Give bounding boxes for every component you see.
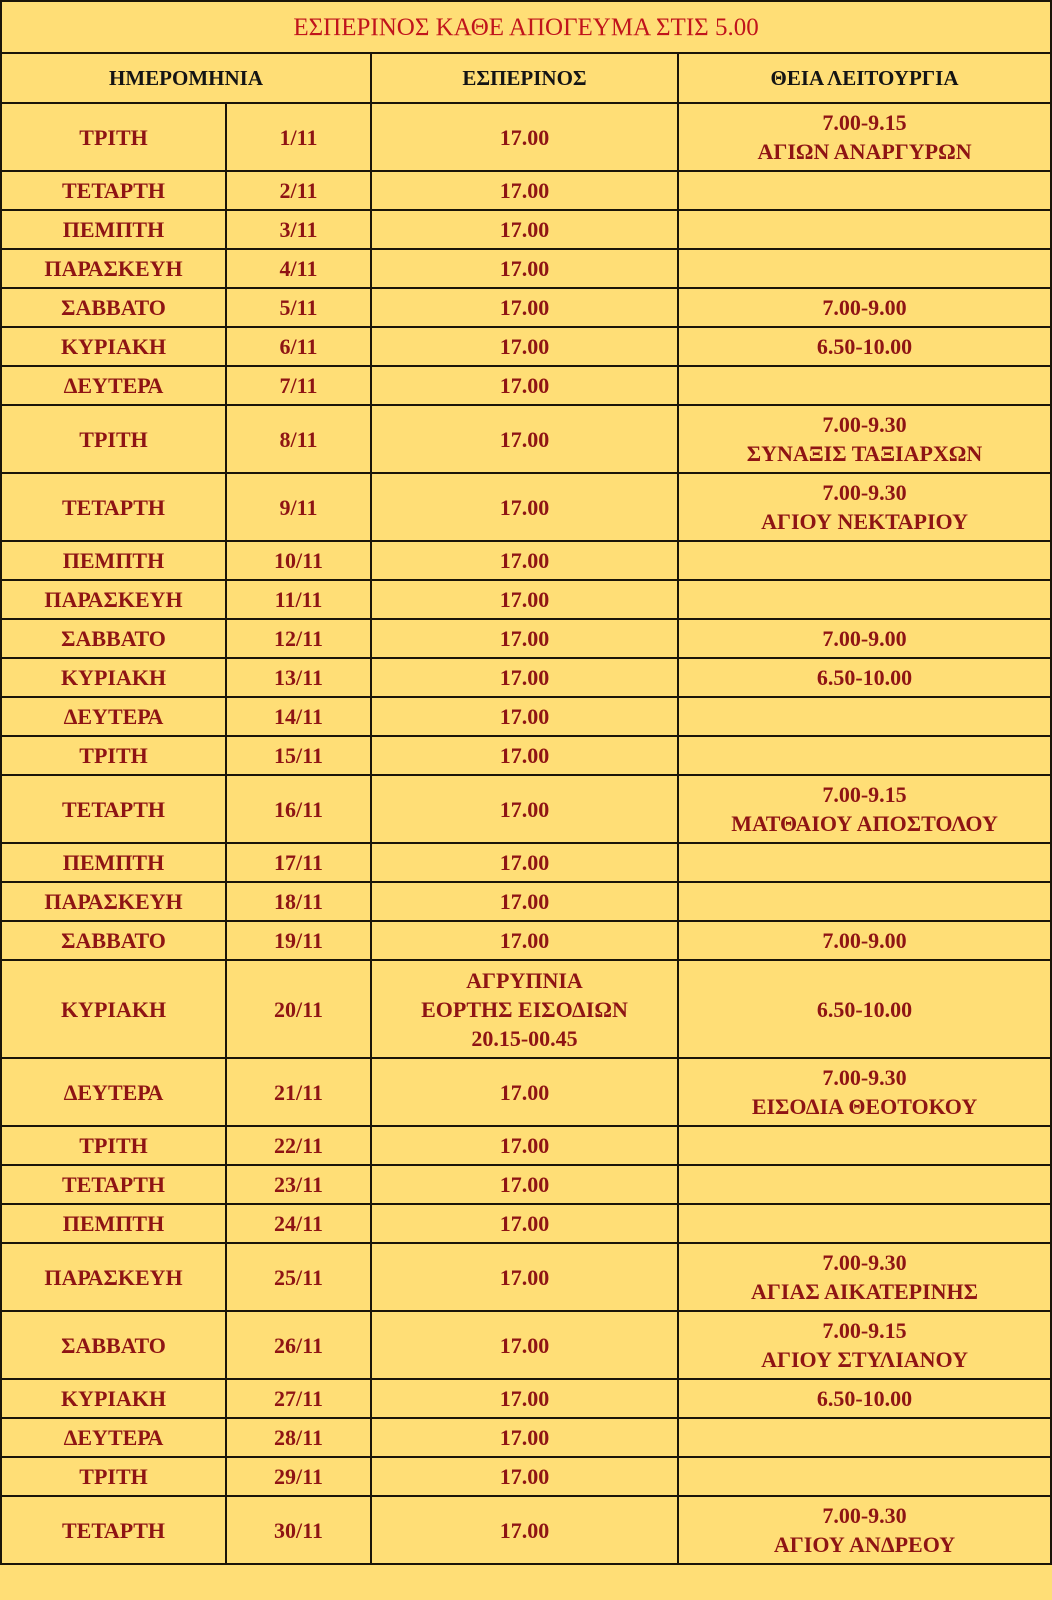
vespers-cell: [371, 249, 678, 288]
day-cell: ΠΑΡΑΣΚΕΥΗ: [1, 580, 226, 619]
liturgy-line: 6.50-10.00: [816, 665, 913, 690]
day-cell: ΤΕΤΑΡΤΗ: [1, 473, 226, 541]
date-cell: 12/11: [226, 619, 371, 658]
date-cell: 23/11: [226, 1165, 371, 1204]
liturgy-line: 7.00-9.15: [822, 110, 907, 135]
liturgy-line: 7.00-9.30: [822, 1503, 907, 1528]
table-row: [1, 619, 1051, 658]
day-cell: ΠΕΜΠΤΗ: [1, 1204, 226, 1243]
vespers-line: 17.00: [499, 1464, 550, 1489]
vespers-cell: [371, 1165, 678, 1204]
table-row: [1, 541, 1051, 580]
liturgy-cell: [678, 405, 1051, 473]
vespers-line: 17.00: [499, 704, 550, 729]
liturgy-line: ΑΓΙΟΥ ΑΝΔΡΕΟΥ: [773, 1532, 956, 1557]
table-row: [1, 1311, 1051, 1379]
date-cell: 7/11: [226, 366, 371, 405]
header-vespers: ΕΣΠΕΡΙΝΟΣ: [371, 53, 678, 103]
vespers-cell: [371, 658, 678, 697]
date-cell: 1/11: [226, 103, 371, 171]
liturgy-cell: [678, 1126, 1051, 1165]
date-cell: 5/11: [226, 288, 371, 327]
vespers-cell: [371, 921, 678, 960]
day-cell: ΤΕΤΑΡΤΗ: [1, 1165, 226, 1204]
table-row: [1, 1058, 1051, 1126]
table-row: [1, 775, 1051, 843]
liturgy-cell: [678, 473, 1051, 541]
liturgy-line: 7.00-9.15: [822, 782, 907, 807]
day-cell: ΚΥΡΙΑΚΗ: [1, 658, 226, 697]
vespers-line: 17.00: [499, 1517, 550, 1543]
date-cell: 2/11: [226, 171, 371, 210]
vespers-line: ΑΓΡΥΠΝΙΑ: [466, 967, 583, 993]
table-row: [1, 843, 1051, 882]
date-cell: 13/11: [226, 658, 371, 697]
table-row: [1, 736, 1051, 775]
day-cell: ΤΡΙΤΗ: [1, 1126, 226, 1165]
vespers-line: 17.00: [499, 1332, 550, 1358]
vespers-cell: [371, 1457, 678, 1496]
vespers-cell: [371, 580, 678, 619]
header-liturgy: ΘΕΙΑ ΛΕΙΤΟΥΡΓΙΑ: [678, 53, 1051, 103]
date-cell: 10/11: [226, 541, 371, 580]
vespers-line: 17.00: [499, 217, 550, 242]
liturgy-line: 7.00-9.30: [822, 1250, 907, 1275]
liturgy-line: 7.00-9.15: [822, 1318, 907, 1343]
liturgy-cell: [678, 960, 1051, 1058]
liturgy-line: 7.00-9.00: [822, 295, 907, 320]
vespers-line: 17.00: [499, 889, 550, 914]
table-row: [1, 366, 1051, 405]
table-row: [1, 1379, 1051, 1418]
date-cell: 16/11: [226, 775, 371, 843]
liturgy-line: 7.00-9.00: [822, 928, 907, 953]
vespers-line: 17.00: [499, 334, 550, 359]
liturgy-cell: [678, 1496, 1051, 1564]
vespers-cell: [371, 1496, 678, 1564]
vespers-line: 17.00: [499, 373, 550, 398]
table-row: [1, 1204, 1051, 1243]
date-cell: 8/11: [226, 405, 371, 473]
liturgy-cell: [678, 1058, 1051, 1126]
vespers-cell: [371, 1204, 678, 1243]
vespers-cell: [371, 775, 678, 843]
date-cell: 11/11: [226, 580, 371, 619]
vespers-line: 17.00: [499, 1211, 550, 1236]
vespers-line: 17.00: [499, 1386, 550, 1411]
vespers-cell: [371, 882, 678, 921]
date-cell: 26/11: [226, 1311, 371, 1379]
table-row: [1, 1496, 1051, 1564]
day-cell: ΣΑΒΒΑΤΟ: [1, 288, 226, 327]
vespers-line: 17.00: [499, 928, 550, 953]
vespers-cell: [371, 1126, 678, 1165]
liturgy-cell: [678, 775, 1051, 843]
table-row: [1, 658, 1051, 697]
table-row: [1, 249, 1051, 288]
table-row: [1, 327, 1051, 366]
vespers-cell: [371, 1379, 678, 1418]
day-cell: ΚΥΡΙΑΚΗ: [1, 327, 226, 366]
vespers-cell: [371, 736, 678, 775]
vespers-line: 17.00: [499, 850, 550, 875]
date-cell: 24/11: [226, 1204, 371, 1243]
day-cell: ΔΕΥΤΕΡΑ: [1, 366, 226, 405]
date-cell: 9/11: [226, 473, 371, 541]
liturgy-line: 7.00-9.00: [822, 626, 907, 651]
vespers-line: 20.15-00.45: [471, 1025, 578, 1051]
table-row: [1, 1165, 1051, 1204]
date-cell: 4/11: [226, 249, 371, 288]
liturgy-line: 6.50-10.00: [816, 996, 913, 1022]
vespers-cell: [371, 366, 678, 405]
day-cell: ΔΕΥΤΕΡΑ: [1, 1418, 226, 1457]
vespers-cell: [371, 103, 678, 171]
liturgy-cell: [678, 1243, 1051, 1311]
day-cell: ΣΑΒΒΑΤΟ: [1, 921, 226, 960]
day-cell: ΤΕΤΑΡΤΗ: [1, 1496, 226, 1564]
day-cell: ΤΕΤΑΡΤΗ: [1, 171, 226, 210]
liturgy-cell: [678, 619, 1051, 658]
vespers-line: 17.00: [499, 124, 550, 150]
liturgy-line: ΜΑΤΘΑΙΟΥ ΑΠΟΣΤΟΛΟΥ: [731, 811, 998, 836]
vespers-cell: [371, 210, 678, 249]
table-row: [1, 1243, 1051, 1311]
liturgy-cell: [678, 882, 1051, 921]
liturgy-line: 7.00-9.30: [822, 412, 907, 437]
vespers-cell: [371, 1311, 678, 1379]
vespers-cell: [371, 1058, 678, 1126]
liturgy-line: ΕΙΣΟΔΙΑ ΘΕΟΤΟΚΟΥ: [751, 1094, 978, 1119]
liturgy-cell: [678, 1165, 1051, 1204]
date-cell: 25/11: [226, 1243, 371, 1311]
date-cell: 6/11: [226, 327, 371, 366]
vespers-cell: [371, 1243, 678, 1311]
liturgy-line: ΣΥΝΑΞΙΣ ΤΑΞΙΑΡΧΩΝ: [746, 441, 983, 466]
liturgy-cell: [678, 843, 1051, 882]
day-cell: ΚΥΡΙΑΚΗ: [1, 960, 226, 1058]
date-cell: 28/11: [226, 1418, 371, 1457]
date-cell: 22/11: [226, 1126, 371, 1165]
date-cell: 18/11: [226, 882, 371, 921]
table-row: [1, 697, 1051, 736]
liturgy-cell: [678, 921, 1051, 960]
table-row: [1, 103, 1051, 171]
liturgy-cell: [678, 697, 1051, 736]
vespers-line: 17.00: [499, 178, 550, 203]
vespers-line: 17.00: [499, 256, 550, 281]
vespers-line: 17.00: [499, 548, 550, 573]
vespers-line: 17.00: [499, 796, 550, 822]
vespers-cell: [371, 619, 678, 658]
liturgy-line: ΑΓΙΟΥ ΣΤΥΛΙΑΝΟΥ: [761, 1347, 968, 1372]
table-row: [1, 405, 1051, 473]
liturgy-line: 6.50-10.00: [816, 1386, 913, 1411]
table-row: [1, 1418, 1051, 1457]
date-cell: 14/11: [226, 697, 371, 736]
vespers-line: ΕΟΡΤΗΣ ΕΙΣΟΔΙΩΝ: [421, 996, 628, 1022]
vespers-line: 17.00: [499, 426, 550, 452]
date-cell: 17/11: [226, 843, 371, 882]
day-cell: ΤΕΤΑΡΤΗ: [1, 775, 226, 843]
vespers-line: 17.00: [499, 494, 550, 520]
day-cell: ΠΕΜΠΤΗ: [1, 541, 226, 580]
vespers-cell: [371, 171, 678, 210]
table-row: [1, 288, 1051, 327]
liturgy-cell: [678, 1418, 1051, 1457]
date-cell: 30/11: [226, 1496, 371, 1564]
table-row: [1, 580, 1051, 619]
vespers-cell: [371, 1418, 678, 1457]
vespers-cell: [371, 843, 678, 882]
liturgy-cell: [678, 327, 1051, 366]
table-row: [1, 960, 1051, 1058]
liturgy-cell: [678, 580, 1051, 619]
vespers-line: 17.00: [499, 587, 550, 612]
liturgy-cell: [678, 103, 1051, 171]
schedule-body: [1, 103, 1051, 1564]
liturgy-line: ΑΓΙΟΥ ΝΕΚΤΑΡΙΟΥ: [761, 509, 968, 534]
liturgy-cell: [678, 366, 1051, 405]
table-row: [1, 921, 1051, 960]
day-cell: ΤΡΙΤΗ: [1, 405, 226, 473]
table-row: [1, 210, 1051, 249]
date-cell: 27/11: [226, 1379, 371, 1418]
liturgy-cell: [678, 249, 1051, 288]
date-cell: 15/11: [226, 736, 371, 775]
table-row: [1, 1126, 1051, 1165]
vespers-line: 17.00: [499, 1264, 550, 1290]
day-cell: ΠΑΡΑΣΚΕΥΗ: [1, 882, 226, 921]
header-date: ΗΜΕΡΟΜΗΝΙΑ: [1, 53, 371, 103]
date-cell: 21/11: [226, 1058, 371, 1126]
liturgy-line: 6.50-10.00: [816, 334, 913, 359]
liturgy-cell: [678, 1379, 1051, 1418]
vespers-cell: [371, 697, 678, 736]
vespers-cell: [371, 288, 678, 327]
vespers-line: 17.00: [499, 1133, 550, 1158]
day-cell: ΠΕΜΠΤΗ: [1, 210, 226, 249]
table-row: [1, 473, 1051, 541]
table-row: [1, 882, 1051, 921]
liturgy-line: ΑΓΙΑΣ ΑΙΚΑΤΕΡΙΝΗΣ: [751, 1279, 979, 1304]
day-cell: ΣΑΒΒΑΤΟ: [1, 619, 226, 658]
vespers-line: 17.00: [499, 1425, 550, 1450]
liturgy-line: 7.00-9.30: [822, 1065, 907, 1090]
vespers-cell: [371, 541, 678, 580]
day-cell: ΤΡΙΤΗ: [1, 1457, 226, 1496]
vespers-line: 17.00: [499, 1079, 550, 1105]
vespers-cell: [371, 473, 678, 541]
day-cell: ΔΕΥΤΕΡΑ: [1, 1058, 226, 1126]
vespers-line: 17.00: [499, 626, 550, 651]
vespers-line: 17.00: [499, 295, 550, 320]
liturgy-cell: [678, 288, 1051, 327]
day-cell: ΠΕΜΠΤΗ: [1, 843, 226, 882]
liturgy-cell: [678, 1311, 1051, 1379]
liturgy-cell: [678, 736, 1051, 775]
vespers-cell: [371, 405, 678, 473]
liturgy-line: 7.00-9.30: [822, 480, 907, 505]
vespers-cell: [371, 327, 678, 366]
day-cell: ΣΑΒΒΑΤΟ: [1, 1311, 226, 1379]
vespers-cell: [371, 960, 678, 1058]
table-row: [1, 1457, 1051, 1496]
liturgy-cell: [678, 541, 1051, 580]
table-row: [1, 171, 1051, 210]
liturgy-line: ΑΓΙΩΝ ΑΝΑΡΓΥΡΩΝ: [757, 139, 972, 164]
liturgy-cell: [678, 210, 1051, 249]
schedule-title: ΕΣΠΕΡΙΝΟΣ ΚΑΘΕ ΑΠΟΓΕΥΜΑ ΣΤΙΣ 5.00: [1, 1, 1051, 53]
day-cell: ΠΑΡΑΣΚΕΥΗ: [1, 1243, 226, 1311]
day-cell: ΠΑΡΑΣΚΕΥΗ: [1, 249, 226, 288]
day-cell: ΤΡΙΤΗ: [1, 103, 226, 171]
vespers-line: 17.00: [499, 1172, 550, 1197]
vespers-line: 17.00: [499, 743, 550, 768]
day-cell: ΔΕΥΤΕΡΑ: [1, 697, 226, 736]
liturgy-cell: [678, 1457, 1051, 1496]
date-cell: 3/11: [226, 210, 371, 249]
vespers-line: 17.00: [499, 665, 550, 690]
date-cell: 20/11: [226, 960, 371, 1058]
date-cell: 19/11: [226, 921, 371, 960]
date-cell: 29/11: [226, 1457, 371, 1496]
liturgy-cell: [678, 171, 1051, 210]
liturgy-cell: [678, 658, 1051, 697]
day-cell: ΤΡΙΤΗ: [1, 736, 226, 775]
day-cell: ΚΥΡΙΑΚΗ: [1, 1379, 226, 1418]
liturgy-cell: [678, 1204, 1051, 1243]
